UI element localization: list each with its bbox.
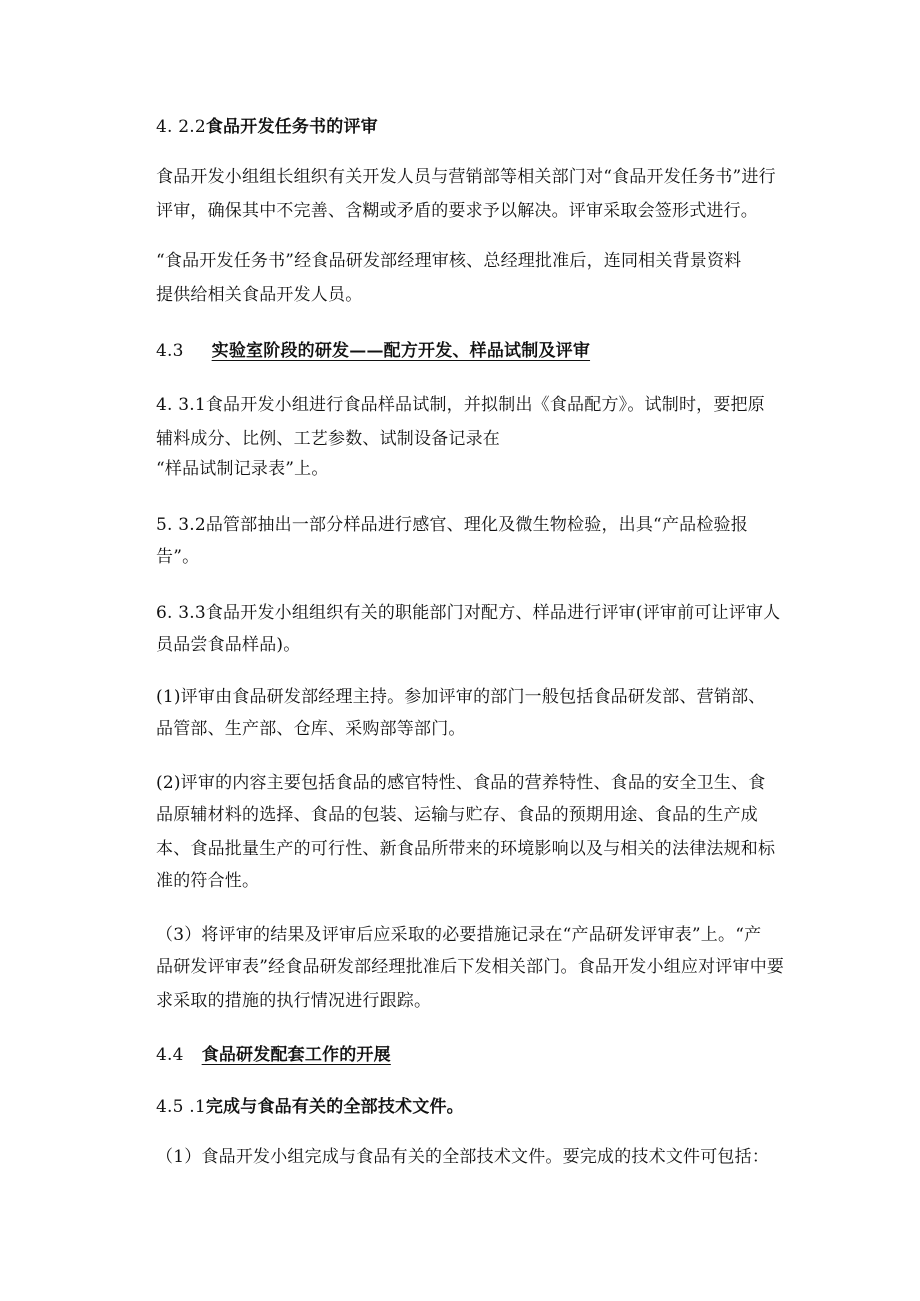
paragraph-line: 评审，确保其中不完善、含糊或矛盾的要求予以解决。评审采取会签形式进行。 xyxy=(156,201,758,221)
heading-number: 4.5 .1 xyxy=(156,1097,206,1117)
list-item-line: 品管部、生产部、仓库、采购部等部门。 xyxy=(156,719,466,739)
heading-4-2-2 xyxy=(156,110,378,144)
list-item-line: (2)评审的内容主要包括食品的感官特性、食品的营养特性、食品的安全卫生、食 xyxy=(156,773,766,793)
list-item-line: (1)评审由食品研发部经理主持。参加评审的部门一般包括食品研发部、营销部、 xyxy=(156,687,766,707)
list-item-line: （1）食品开发小组完成与食品有关的全部技术文件。要完成的技术文件可包括： xyxy=(156,1147,770,1167)
paragraph-line: 提供给相关食品开发人员。 xyxy=(156,285,363,305)
list-item-line: （3）将评审的结果及评审后应采取的必要措施记录在“产品研发评审表”上。“产 xyxy=(156,925,762,945)
list-item-line: 求采取的措施的执行情况进行跟踪。 xyxy=(156,991,432,1011)
paragraph-line: “食品开发任务书”经食品研发部经理审核、总经理批准后，连同相关背景资料 xyxy=(156,251,742,271)
paragraph-line: “样品试制记录表”上。 xyxy=(156,459,329,479)
paragraph-line: 6. 3.3食品开发小组组织有关的职能部门对配方、样品进行评审(评审前可让评审人 xyxy=(156,603,781,623)
heading-number: 4.3 xyxy=(156,341,184,361)
heading-number: 4.4 xyxy=(156,1045,184,1065)
heading-4-3 xyxy=(156,334,590,368)
heading-title: 食品研发配套工作的开展 xyxy=(201,1045,391,1065)
heading-4-5 xyxy=(156,1090,464,1124)
list-item-line: 本、食品批量生产的可行性、新食品所带来的环境影响以及与相关的法律法规和标 xyxy=(156,839,776,859)
paragraph-line: 食品开发小组组长组织有关开发人员与营销部等相关部门对“食品开发任务书”进行 xyxy=(156,167,776,187)
heading-number: 4. 2.2 xyxy=(156,117,206,137)
paragraph-line: 辅料成分、比例、工艺参数、试制设备记录在 xyxy=(156,429,500,449)
paragraph-line: 5. 3.2品管部抽出一部分样品进行感官、理化及微生物检验，出具“产品检验报 xyxy=(156,515,748,535)
heading-title: 食品开发任务书的评审 xyxy=(205,117,378,137)
heading-4-4 xyxy=(156,1038,391,1072)
list-item-line: 准的符合性。 xyxy=(156,871,260,891)
heading-title: 完成与食品有关的全部技术文件。 xyxy=(205,1097,464,1117)
paragraph-line: 员品尝食品样品)。 xyxy=(156,635,301,655)
list-item-line: 品原辅材料的选择、食品的包装、运输与贮存、食品的预期用途、食品的生产成 xyxy=(156,805,758,825)
paragraph-line: 告”。 xyxy=(156,547,200,567)
paragraph-line: 4. 3.1食品开发小组进行食品样品试制，并拟制出《食品配方》。试制时，要把原 xyxy=(156,395,765,415)
heading-title: 实验室阶段的研发——配方开发、样品试制及评审 xyxy=(211,341,591,361)
list-item-line: 品研发评审表”经食品研发部经理批准后下发相关部门。食品开发小组应对评审中要 xyxy=(156,957,785,977)
